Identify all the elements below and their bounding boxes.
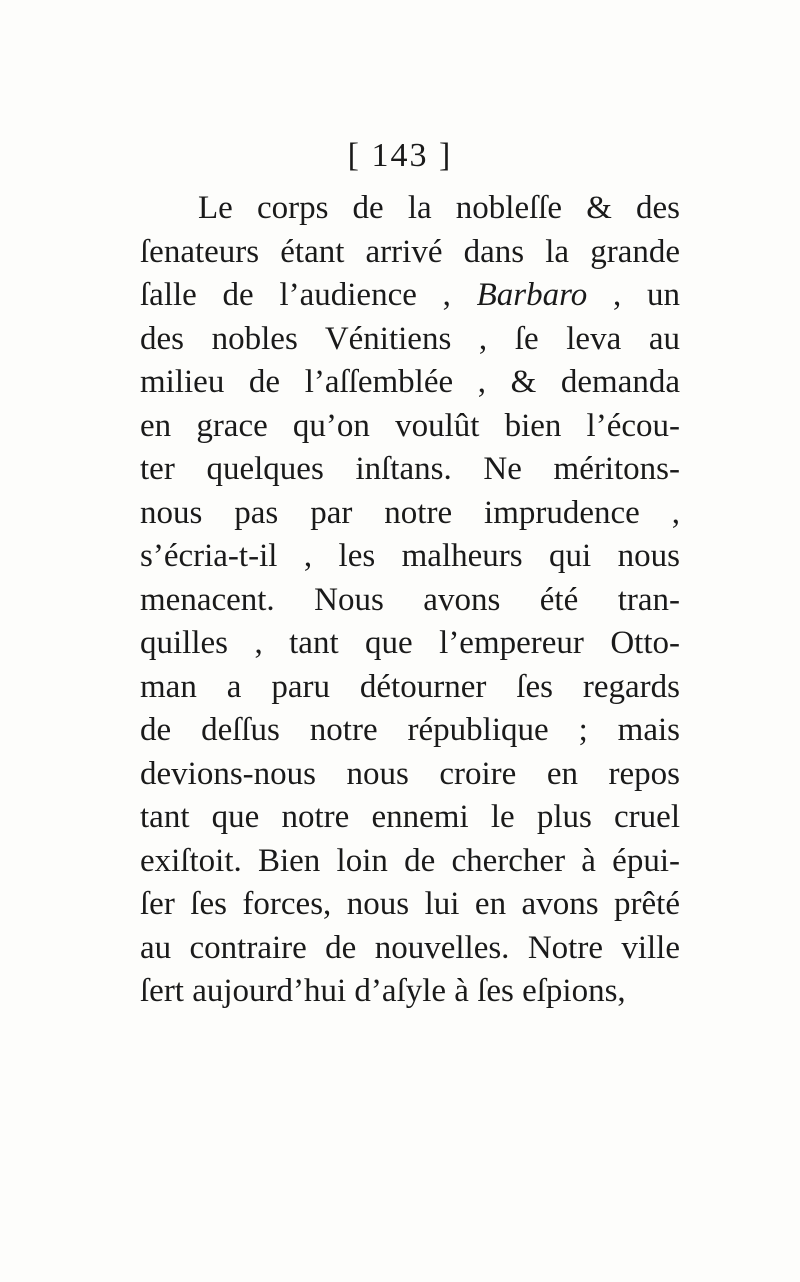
- text-line: ſenateurs étant arrivé dans la grande: [140, 233, 680, 270]
- text-line: man a paru détourner ſes regards: [140, 668, 680, 705]
- text-line: tant que notre ennemi le plus cruel: [140, 799, 680, 835]
- body-text: [140, 187, 680, 1014]
- text-line: exiſtoit. Bien loin de chercher à épui-: [140, 842, 680, 879]
- text-line: en grace qu’on voulût bien l’écou-: [140, 407, 680, 444]
- text-line: Le corps de la nobleſſe & des: [198, 190, 680, 226]
- text-line: ſer ſes forces, nous lui en avons prêté: [140, 886, 680, 922]
- text-line: quilles , tant que l’empereur Otto-: [140, 625, 680, 661]
- text-line: devions-nous nous croire en repos: [140, 755, 680, 792]
- text-line: menacent. Nous avons été tran-: [140, 581, 680, 618]
- italic-name: Barbaro: [476, 277, 588, 313]
- text-line: ſert aujourd’hui d’aſyle à ſes eſpions,: [140, 973, 626, 1009]
- text-line: milieu de l’aſſemblée , & demanda: [140, 364, 680, 400]
- text-line: nous pas par notre imprudence ,: [140, 494, 680, 531]
- text-line: ter quelques inſtans. Ne méritons-: [140, 451, 680, 487]
- text-line: s’écria-t-il , les malheurs qui nous: [140, 538, 680, 574]
- page-number-header: [ 143 ]: [347, 137, 453, 174]
- text-line: ſalle de l’audience , Barbaro , un: [140, 277, 680, 313]
- text-line: de deſſus notre république ; mais: [140, 712, 680, 748]
- text-line: des nobles Vénitiens , ſe leva au: [140, 320, 680, 357]
- text-line: au contraire de nouvelles. Notre ville: [140, 929, 680, 966]
